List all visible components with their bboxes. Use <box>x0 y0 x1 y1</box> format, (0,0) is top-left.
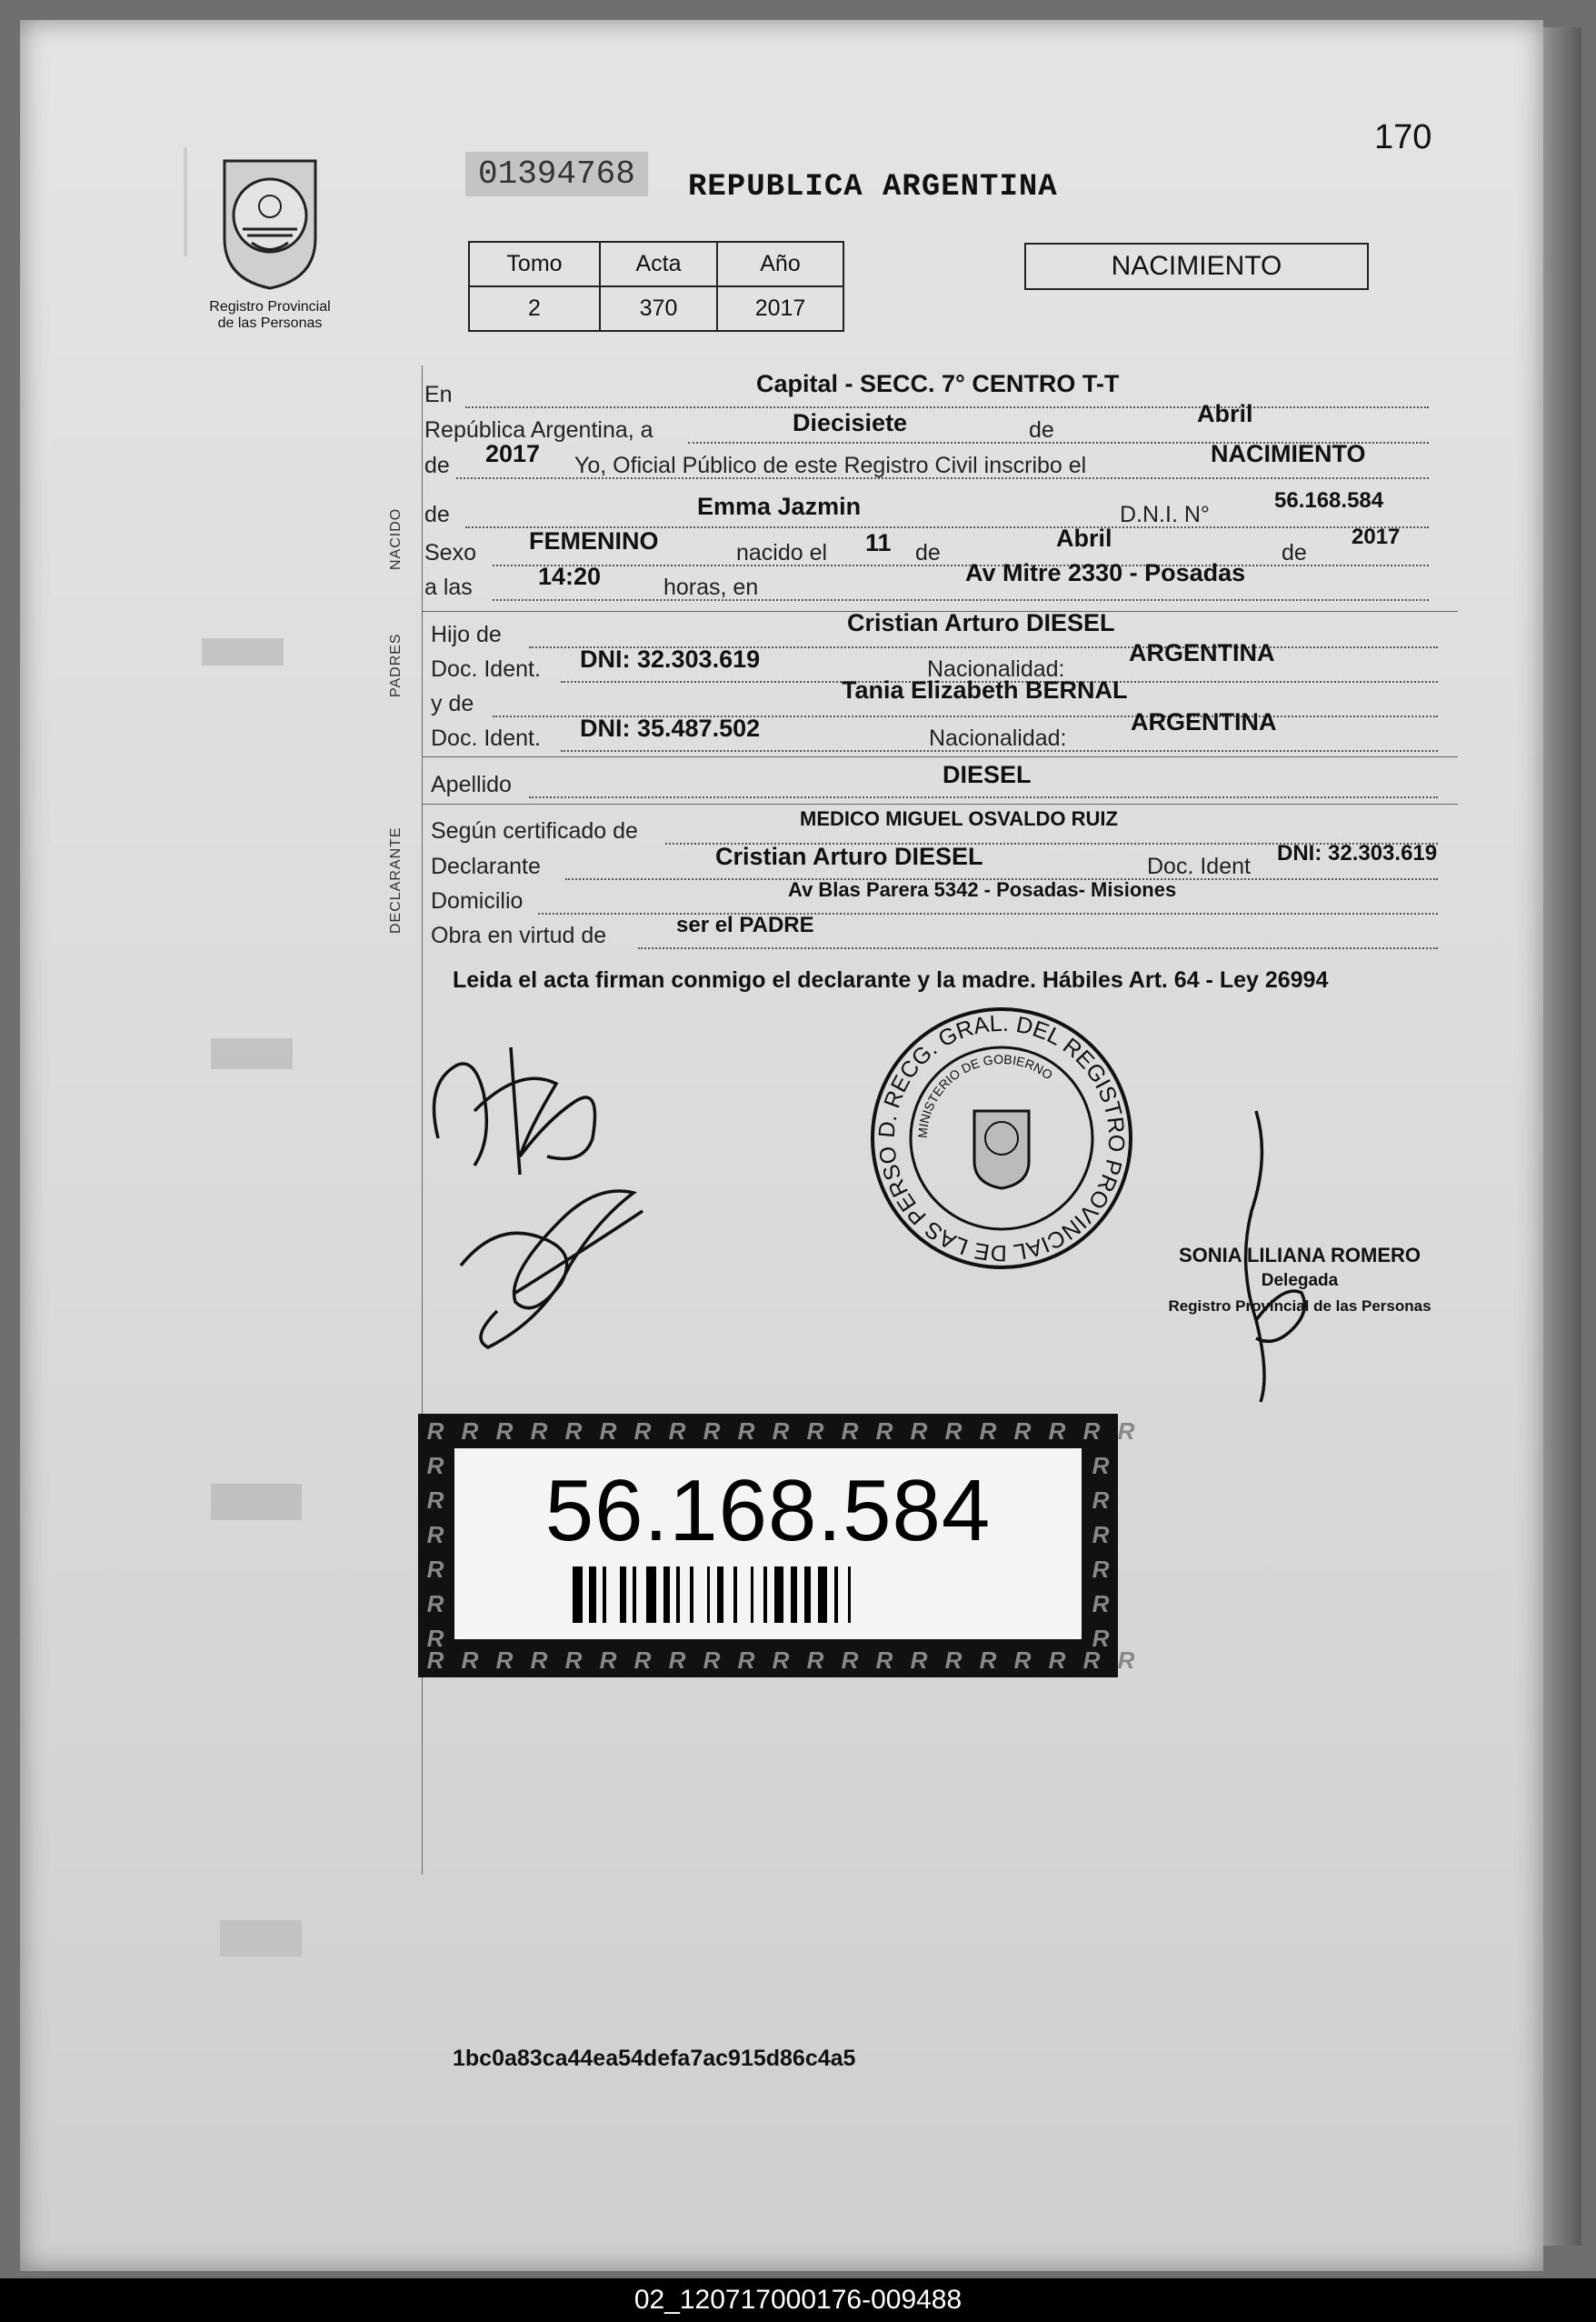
barcode-bar <box>804 1566 811 1623</box>
field-label-obra: Obra en virtud de <box>431 923 607 948</box>
section-label-padres: PADRES <box>388 633 404 697</box>
border-r-glyph: R <box>668 1646 686 1674</box>
logo-caption-line1: Registro Provincial <box>209 299 331 315</box>
field-label-doc-mother: Doc. Ident. <box>431 726 541 751</box>
barcode-bar <box>818 1566 828 1623</box>
field-label-doc-father: Doc. Ident. <box>431 656 541 682</box>
field-label-nationality-father: Nacionalidad: <box>927 656 1065 682</box>
dotted-line <box>538 913 1438 915</box>
barcode-bar <box>603 1566 606 1623</box>
bleed-through-mark <box>220 1920 302 1957</box>
serial-stamp: 01394768 <box>465 152 648 196</box>
section-label-declarante: DECLARANTE <box>388 826 404 934</box>
field-value-nationality-mother: ARGENTINA <box>1131 708 1277 736</box>
field-value-apellido: DIESEL <box>943 761 1032 788</box>
field-value-father: Cristian Arturo DIESEL <box>847 609 1115 636</box>
field-label-de-year: de <box>424 453 450 478</box>
country-title: REPUBLICA ARGENTINA <box>688 170 1058 205</box>
border-r-glyph: R <box>461 1646 479 1674</box>
border-r-glyph: R <box>979 1646 997 1674</box>
barcode-bars <box>573 1566 963 1623</box>
border-r-glyph: R <box>772 1646 790 1674</box>
official-role: Delegada <box>1261 1271 1339 1290</box>
field-value-year: 2017 <box>485 440 541 467</box>
dotted-line <box>456 477 1429 479</box>
page-number: 170 <box>1374 118 1432 156</box>
field-value-birth-month: Abril <box>1056 525 1112 552</box>
border-r-glyph: R <box>599 1417 617 1445</box>
document-hash: 1bc0a83ca44ea54defa7ac915d86c4a5 <box>453 2046 856 2071</box>
svg-text:MINISTERIO DE GOBIERNO: MINISTERIO DE GOBIERNO <box>914 1051 1056 1139</box>
barcode-bar <box>676 1566 680 1623</box>
barcode-bar <box>791 1566 797 1623</box>
border-r-glyph: R <box>1048 1646 1066 1674</box>
field-value-dni: 56.168.584 <box>1274 488 1384 513</box>
barcode-inner-panel <box>454 1448 1082 1639</box>
barcode-bar <box>848 1566 852 1623</box>
official-name-stamp <box>1127 1243 1472 1319</box>
bleed-through-mark <box>202 638 284 666</box>
field-label-y-de: y de <box>431 691 474 716</box>
border-r-glyph: R <box>599 1646 617 1674</box>
closing-statement: Leida el acta firman conmigo el declarante y la madre. Hábiles Art. 64 - Ley 26994 <box>453 967 1329 993</box>
section-label-nacido: NACIDO <box>388 507 404 570</box>
dotted-line <box>493 599 1429 601</box>
barcode-bar <box>663 1566 670 1623</box>
border-r-glyph: R <box>530 1417 548 1445</box>
border-r-glyph: R <box>530 1646 548 1674</box>
field-label-horas-en: horas, en <box>663 575 759 600</box>
field-label-inscribo: Yo, Oficial Público de este Registro Civil inscribo el <box>574 453 1087 478</box>
field-value-month: Abril <box>1197 400 1253 427</box>
field-label-month-de: de <box>1029 417 1054 443</box>
border-r-glyph: R <box>668 1417 686 1445</box>
barcode-bar <box>774 1566 784 1623</box>
border-r-glyph: R <box>737 1646 755 1674</box>
border-r-glyph: R <box>1092 1452 1110 1479</box>
border-r-glyph: R <box>806 1417 824 1445</box>
dotted-line <box>561 750 1438 752</box>
border-r-glyph: R <box>426 1521 444 1548</box>
barcode-bar <box>834 1566 838 1623</box>
table-header-anio: Año <box>717 242 843 286</box>
field-value-declarante: Cristian Arturo DIESEL <box>715 843 983 870</box>
barcode-bar <box>589 1566 595 1623</box>
barcode-number: 56.168.584 <box>544 1462 992 1559</box>
border-r-glyph: R <box>703 1646 721 1674</box>
field-value-birth-place: Av Mitre 2330 - Posadas <box>965 559 1246 586</box>
barcode-bar <box>751 1566 754 1623</box>
barcode-bar <box>633 1566 636 1623</box>
border-r-glyph: R <box>910 1646 928 1674</box>
field-value-certificado: MEDICO MIGUEL OSVALDO RUIZ <box>800 807 1118 830</box>
barcode-bar <box>763 1566 767 1623</box>
border-r-glyph: R <box>1092 1590 1110 1617</box>
field-label-nacido-el: nacido el <box>736 540 828 565</box>
border-r-glyph: R <box>1117 1646 1135 1674</box>
field-value-mother: Tania Elizabeth BERNAL <box>842 676 1128 704</box>
field-label-en: En <box>424 382 453 407</box>
border-r-glyph: R <box>426 1556 444 1583</box>
field-value-en: Capital - SECC. 7° CENTRO T-T <box>756 370 1120 397</box>
border-r-glyph: R <box>875 1417 893 1445</box>
table-value-acta: 370 <box>600 286 717 331</box>
border-r-glyph: R <box>495 1417 514 1445</box>
table-header-acta: Acta <box>600 242 717 286</box>
table-value-anio: 2017 <box>717 286 843 331</box>
border-r-glyph: R <box>564 1417 583 1445</box>
field-label-dni: D.N.I. N° <box>1120 502 1210 527</box>
official-office: Registro Provincial de las Personas <box>1168 1297 1431 1315</box>
border-r-glyph: R <box>564 1646 583 1674</box>
border-r-glyph: R <box>944 1417 963 1445</box>
barcode-bar <box>690 1566 693 1623</box>
official-name: SONIA LILIANA ROMERO <box>1178 1244 1421 1266</box>
table-header-tomo: Tomo <box>469 242 600 286</box>
border-r-glyph: R <box>1117 1417 1135 1445</box>
border-r-glyph: R <box>633 1646 652 1674</box>
field-value-name: Emma Jazmin <box>697 493 862 520</box>
field-label-doc-declarante: Doc. Ident <box>1147 854 1251 879</box>
field-label-domicilio: Domicilio <box>431 888 524 914</box>
barcode-bar <box>620 1566 626 1623</box>
barcode-bar <box>733 1566 737 1623</box>
border-r-glyph: R <box>737 1417 755 1445</box>
border-r-glyph: R <box>633 1417 652 1445</box>
border-r-glyph: R <box>979 1417 997 1445</box>
field-value-day: Diecisiete <box>793 409 908 436</box>
field-value-doc-father: DNI: 32.303.619 <box>580 646 761 673</box>
border-r-glyph: R <box>426 1625 444 1652</box>
field-label-birth-year-de: de <box>1282 540 1307 565</box>
border-r-glyph: R <box>772 1417 790 1445</box>
border-r-glyph: R <box>426 1590 444 1617</box>
barcode-bar <box>646 1566 656 1623</box>
field-label-republica: República Argentina, a <box>424 417 653 443</box>
field-value-birth-day: 11 <box>865 529 892 556</box>
border-r-glyph: R <box>461 1417 479 1445</box>
border-r-glyph: R <box>1082 1646 1101 1674</box>
border-r-glyph: R <box>944 1646 963 1674</box>
field-value-obra: ser el PADRE <box>676 913 814 937</box>
record-type-box: NACIMIENTO <box>1024 243 1369 290</box>
field-label-nationality-mother: Nacionalidad: <box>929 726 1067 751</box>
barcode-label <box>418 1414 1135 1677</box>
field-label-sexo: Sexo <box>424 540 476 565</box>
field-value-nationality-father: ARGENTINA <box>1129 639 1275 666</box>
field-label-apellido: Apellido <box>431 772 512 797</box>
stamp-seal-icon <box>865 1002 1138 1275</box>
border-r-glyph: R <box>426 1417 444 1445</box>
bleed-through-mark <box>211 1038 293 1069</box>
field-value-birth-year: 2017 <box>1352 525 1401 549</box>
border-r-glyph: R <box>1092 1556 1110 1583</box>
border-r-glyph: R <box>1048 1417 1066 1445</box>
field-label-declarante: Declarante <box>431 854 541 879</box>
barcode-bar <box>573 1566 583 1623</box>
barcode-bar <box>707 1566 711 1623</box>
bleed-through-mark <box>211 1484 302 1520</box>
section-divider <box>422 756 1458 757</box>
document-page <box>20 20 1543 2271</box>
border-r-glyph: R <box>426 1486 444 1514</box>
registry-logo <box>179 152 361 332</box>
logo-caption-line2: de las Personas <box>217 315 323 331</box>
border-r-glyph: R <box>910 1417 928 1445</box>
border-r-glyph: R <box>806 1646 824 1674</box>
border-r-glyph: R <box>841 1646 859 1674</box>
border-r-glyph: R <box>426 1452 444 1479</box>
border-r-glyph: R <box>841 1417 859 1445</box>
table-value-tomo: 2 <box>469 286 600 331</box>
section-divider <box>422 804 1458 805</box>
border-r-glyph: R <box>1082 1417 1101 1445</box>
border-r-glyph: R <box>1013 1417 1032 1445</box>
border-r-glyph: R <box>495 1646 514 1674</box>
scan-filename-footer: 02_120717000176-009488 <box>0 2278 1596 2322</box>
official-round-stamp <box>865 1002 1138 1275</box>
border-r-glyph: R <box>426 1646 444 1674</box>
field-label-a-las: a las <box>424 575 473 600</box>
field-value-domicilio: Av Blas Parera 5342 - Posadas- Misiones <box>788 878 1177 901</box>
mother-signature <box>434 1166 670 1366</box>
field-label-hijo-de: Hijo de <box>431 622 502 647</box>
field-value-doc-mother: DNI: 35.487.502 <box>580 715 761 742</box>
border-r-glyph: R <box>1092 1625 1110 1652</box>
border-r-glyph: R <box>1013 1646 1032 1674</box>
field-label-birth-month-de: de <box>915 540 941 565</box>
province-seal-icon <box>211 152 329 293</box>
field-value-time: 14:20 <box>538 563 602 590</box>
field-value-sexo: FEMENINO <box>529 527 659 555</box>
field-label-de-name: de <box>424 502 450 527</box>
field-value-doc-declarante: DNI: 32.303.619 <box>1277 841 1438 866</box>
field-value-record-type: NACIMIENTO <box>1211 440 1366 467</box>
record-table <box>468 241 844 332</box>
border-r-glyph: R <box>875 1646 893 1674</box>
border-r-glyph: R <box>1092 1521 1110 1548</box>
dotted-line <box>638 947 1438 949</box>
field-label-certificado: Según certificado de <box>431 818 638 844</box>
border-r-glyph: R <box>703 1417 721 1445</box>
barcode-bar <box>717 1566 723 1623</box>
border-r-glyph: R <box>1092 1486 1110 1514</box>
dotted-line <box>529 796 1438 798</box>
dotted-line <box>465 406 1429 408</box>
svg-text:D. RECG. GRAL. DEL REGISTRO PR: D. RECG. GRAL. DEL REGISTRO PROVINCIAL DE LAS PERSO <box>873 1010 1130 1266</box>
